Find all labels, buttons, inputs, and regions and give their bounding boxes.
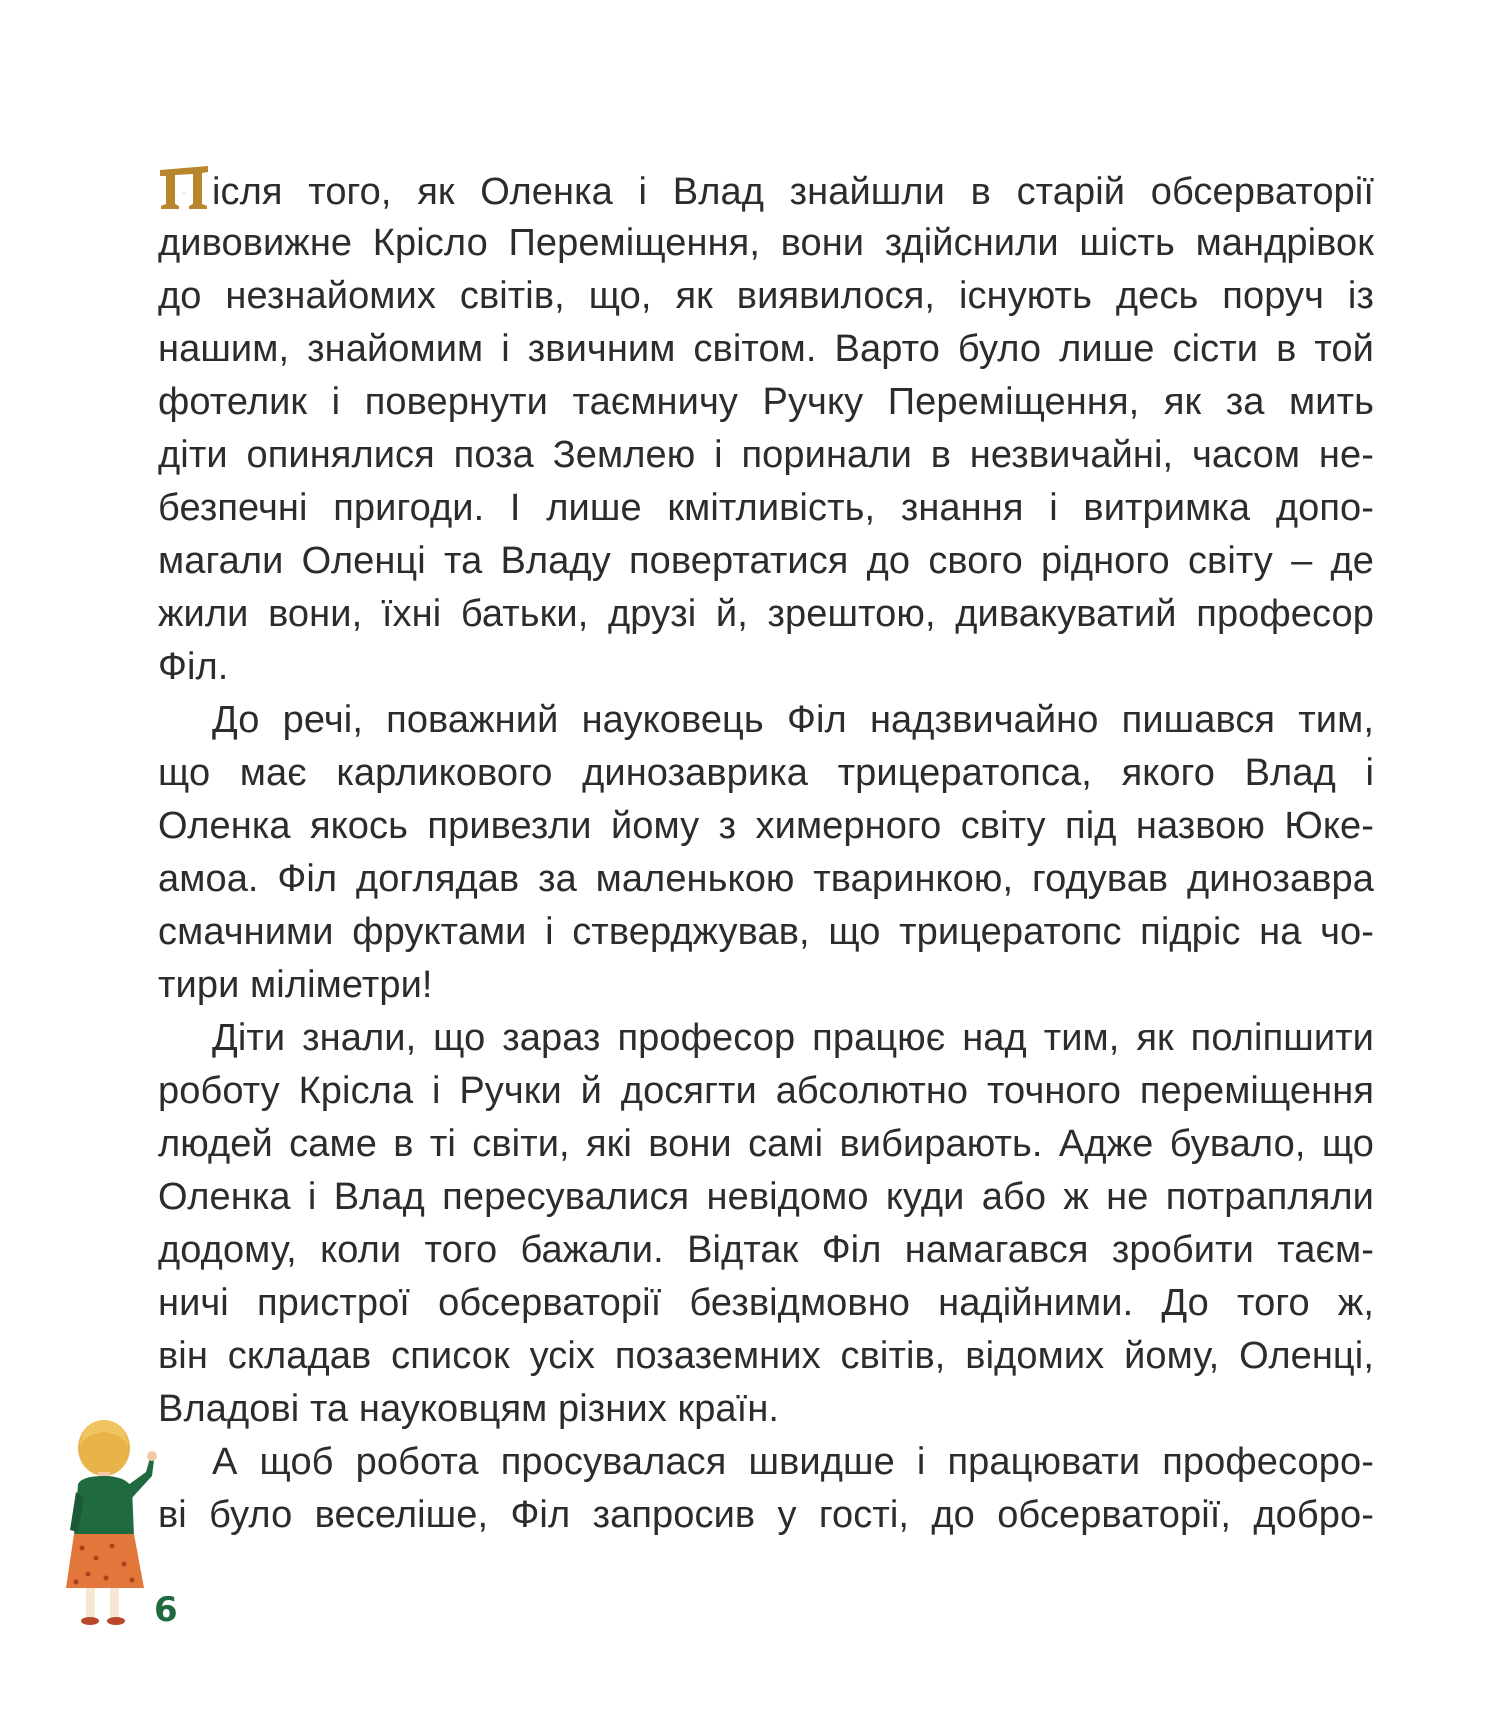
text-line-7: безпечні пригоди. І лише кмітливість, знання і витримка допо-	[158, 487, 1374, 529]
body-text	[158, 164, 1374, 1542]
page-number: 6	[154, 1590, 178, 1630]
text-line-24: Владові та науковцям різних країн.	[158, 1388, 780, 1430]
text-line-5: фотелик і повернути таємничу Ручку Переміщення, як за мить	[158, 381, 1374, 423]
svg-text:П: П	[183, 193, 185, 195]
text-line-16: тири міліметри!	[158, 964, 433, 1006]
text-line-13: Оленка якось привезли йому з химерного світу під назвою Юке-	[158, 805, 1374, 847]
text-line-9: жили вони, їхні батьки, друзі й, зрештою, дивакуватий професор	[158, 593, 1374, 635]
text-line-22: ничі пристрої обсерваторії безвідмовно надійними. До того ж,	[158, 1282, 1374, 1324]
text-line-11: До речі, поважний науковець Філ надзвичайно пишався тим,	[212, 699, 1374, 741]
text-line-23: він складав список усіх позаземних світів, відомих йому, Оленці,	[158, 1335, 1374, 1377]
text-line-6: діти опинялися поза Землею і поринали в незвичайні, часом не-	[158, 434, 1374, 476]
text-line-1	[158, 164, 1374, 217]
text-line-14: амоа. Філ доглядав за маленькою тваринкою, годував динозавра	[158, 858, 1374, 900]
drop-cap-glyph	[158, 164, 210, 210]
text-line-21: додому, коли того бажали. Відтак Філ намагався зробити таєм-	[158, 1229, 1374, 1271]
text-line-10: Філ.	[158, 646, 229, 688]
text-line-20: Оленка і Влад пересувалися невідомо куди або ж не потрапляли	[158, 1176, 1374, 1218]
first-line-text: ісля того, як Оленка і Влад знайшли в старій обсерваторії	[212, 171, 1374, 213]
text-line-12: що має карликового динозаврика трицератопса, якого Влад і	[158, 752, 1374, 794]
text-line-26: ві було веселіше, Філ запросив у гості, до обсерваторії, добро-	[158, 1494, 1374, 1536]
text-line-19: людей саме в ті світи, які вони самі вибирають. Адже бувало, що	[158, 1123, 1374, 1165]
text-line-18: роботу Крісла і Ручки й досягти абсолютно точного переміщення	[158, 1070, 1374, 1112]
text-line-17: Діти знали, що зараз професор працює над тим, як поліпшити	[212, 1017, 1374, 1059]
text-line-4: нашим, знайомим і звичним світом. Варто було лише сісти в той	[158, 328, 1374, 370]
text-line-2: дивовижне Крісло Переміщення, вони здійснили шість мандрівок	[158, 222, 1374, 264]
drop-cap-letter	[158, 164, 210, 210]
text-line-3: до незнайомих світів, що, як виявилося, існують десь поруч із	[158, 275, 1374, 317]
girl-illustration	[62, 1418, 168, 1628]
text-line-8: магали Оленці та Владу повертатися до свого рідного світу – де	[158, 540, 1374, 582]
text-line-15: смачними фруктами і стверджував, що трицератопс підріс на чо-	[158, 911, 1374, 953]
text-line-25: А щоб робота просувалася швидше і працювати професоро-	[212, 1441, 1374, 1483]
